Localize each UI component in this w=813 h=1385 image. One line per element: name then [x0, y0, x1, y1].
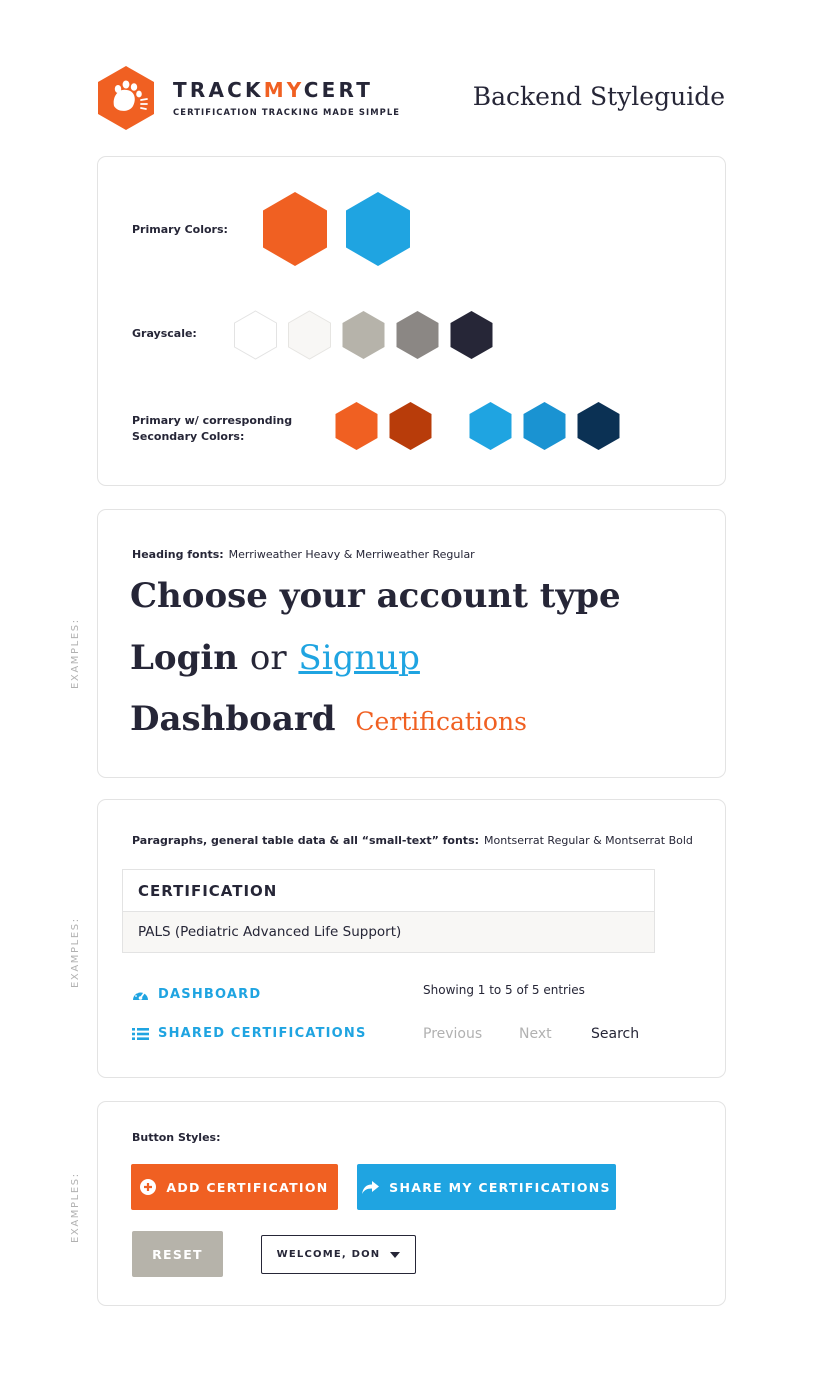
add-certification-button[interactable]: ADD CERTIFICATION — [131, 1164, 338, 1210]
next-page-button[interactable]: Next — [519, 1026, 552, 1042]
button-styles-card — [97, 1101, 726, 1306]
table-row[interactable]: PALS (Pediatric Advanced Life Support) — [123, 912, 654, 952]
grayscale-swatch-gray — [395, 310, 440, 360]
secondary-colors-label: Primary w/ corresponding Secondary Colors: — [132, 414, 293, 443]
login-text: Login — [130, 638, 238, 678]
share-my-certifications-button[interactable]: SHARE MY CERTIFICATIONS — [357, 1164, 616, 1210]
grayscale-swatch-white — [233, 310, 278, 360]
heading-fonts-note: Heading fonts: Merriweather Heavy & Merriweather Regular — [132, 548, 475, 561]
heading-example-dashboard — [130, 699, 527, 739]
examples-side-label: EXAMPLES: — [70, 1172, 81, 1243]
primary-swatch-blue — [344, 191, 412, 267]
examples-side-label: EXAMPLES: — [70, 917, 81, 988]
primary-colors-label: Primary Colors: — [132, 223, 228, 236]
grayscale-label: Grayscale: — [132, 327, 197, 340]
nav-dashboard-link[interactable]: DASHBOARD — [132, 987, 261, 1002]
secondary-swatch-orange — [334, 401, 379, 451]
grayscale-swatch-dark — [449, 310, 494, 360]
heading-example-login — [130, 638, 420, 678]
grayscale-swatch-offwhite — [287, 310, 332, 360]
secondary-swatch-mid-blue — [522, 401, 567, 451]
welcome-dropdown-button[interactable]: WELCOME, DON — [261, 1235, 416, 1274]
table-header-certification[interactable]: CERTIFICATION — [123, 870, 654, 912]
dashboard-heading-text: Dashboard — [130, 699, 336, 739]
or-text: or — [249, 638, 287, 678]
paragraph-fonts-card — [97, 799, 726, 1078]
primary-swatch-orange — [261, 191, 329, 267]
secondary-swatch-blue — [468, 401, 513, 451]
brand-name: TRACKMYCERT — [173, 78, 374, 102]
secondary-swatch-navy — [576, 401, 621, 451]
colors-card — [97, 156, 726, 486]
nav-shared-certifications-link[interactable]: SHARED CERTIFICATIONS — [132, 1026, 367, 1041]
share-arrow-icon — [362, 1180, 379, 1195]
secondary-swatch-dark-orange — [388, 401, 433, 451]
heading-fonts-card — [97, 509, 726, 778]
examples-side-label: EXAMPLES: — [70, 618, 81, 689]
button-styles-label: Button Styles: — [132, 1131, 221, 1144]
search-link[interactable]: Search — [591, 1026, 640, 1042]
heading-example-account-type: Choose your account type — [130, 576, 621, 616]
reset-button[interactable]: RESET — [132, 1231, 223, 1277]
showing-entries-text: Showing 1 to 5 of 5 entries — [423, 983, 585, 997]
grayscale-swatch-light-gray — [341, 310, 386, 360]
caret-down-icon — [390, 1252, 400, 1258]
brand-tagline: CERTIFICATION TRACKING MADE SIMPLE — [173, 107, 401, 117]
certification-table — [122, 869, 655, 953]
dashboard-gauge-icon — [132, 988, 149, 1002]
signup-link[interactable]: Signup — [298, 638, 420, 678]
certifications-subheading: Certifications — [355, 707, 527, 736]
plus-circle-icon — [140, 1179, 156, 1195]
list-icon — [132, 1027, 149, 1041]
bear-paw-hexagon-icon — [97, 66, 155, 130]
paragraph-fonts-note: Paragraphs, general table data & all “small-text” fonts: Montserrat Regular & Montserrat Bold — [132, 834, 693, 847]
previous-page-button[interactable]: Previous — [423, 1026, 483, 1042]
page-title: Backend Styleguide — [472, 82, 725, 111]
